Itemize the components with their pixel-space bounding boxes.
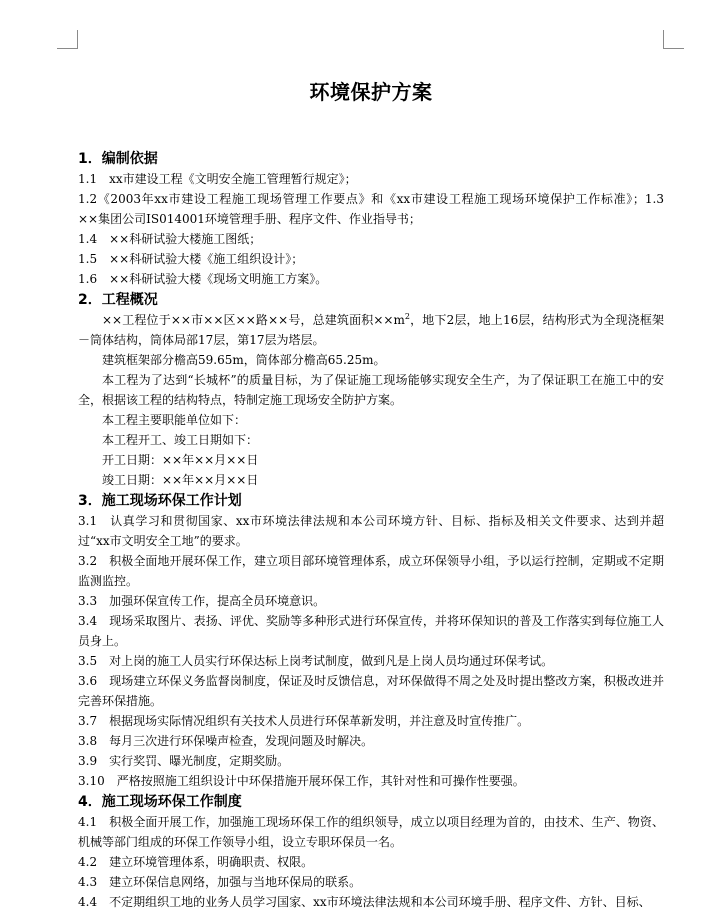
section-1-item: 1.6 ××科研试验大楼《现场文明施工方案》。	[78, 272, 328, 286]
section-4-item: 4.1 积极全面开展工作，加强施工现场环保工作的组织领导，成立以项目经理为首的，由技术、生产、物资、机械等部门组成的环保工作领导小组，设立专职环保员一名。	[78, 815, 664, 849]
section-4-heading: 4．施工现场环保工作制度	[78, 794, 242, 810]
section-3-item: 3.10 严格按照施工组织设计中环保措施开展环保工作，其针对性和可操作性要强。	[78, 774, 525, 788]
area-text: ××工程位于××市××区××路××号，总建筑面积××m	[102, 313, 405, 327]
area-unit-superscript: 2	[404, 312, 410, 321]
crop-mark-top-right	[663, 30, 684, 49]
section-3-item: 3.3 加强环保宣传工作，提高全员环境意识。	[78, 594, 326, 608]
section-1-heading: 1．编制依据	[78, 151, 158, 167]
completion-date: 竣工日期：××年××月××日	[102, 473, 259, 487]
section-3-item: 3.2 积极全面地开展环保工作，建立项目部环境管理体系，成立环保领导小组，予以运行控制，定期或不定期监测监控。	[78, 554, 664, 588]
section-4-item: 4.4 不定期组织工地的业务人员学习国家、xx市环境法律法规和本公司环境手册、程序文件、方针、目标、	[78, 895, 651, 909]
section-2-heading: 2．工程概况	[78, 292, 158, 308]
section-4-item: 4.2 建立环境管理体系，明确职责、权限。	[78, 855, 314, 869]
section-3-item: 3.5 对上岗的施工人员实行环保达标上岗考试制度，做到凡是上岗人员均通过环保考试。	[78, 654, 554, 668]
section-4-item: 4.3 建立环保信息网络，加强与当地环保局的联系。	[78, 875, 362, 889]
section-3-item: 3.7 根据现场实际情况组织有关技术人员进行环保革新发明，并注意及时宣传推广。	[78, 714, 530, 728]
section-3-item: 3.4 现场采取图片、表扬、评优、奖励等多种形式进行环保宣传，并将环保知识的普及工作落实到每位施工人员身上。	[78, 614, 664, 648]
section-2-paragraph: 本工程开工、竣工日期如下：	[102, 433, 259, 447]
document-body	[78, 148, 677, 912]
section-2-paragraph: 本工程主要职能单位如下：	[102, 413, 247, 427]
section-1-item: 1.1 xx市建设工程《文明安全施工管理暂行规定》；	[78, 172, 357, 186]
start-date: 开工日期：××年××月××日	[102, 453, 259, 467]
section-3-item: 3.8 每月三次进行环保噪声检查，发现问题及时解决。	[78, 734, 374, 748]
structure-text: ，地下2层，地上16层，结构形式为全现浇框架－筒体结构，筒体局部17层，第17层为塔层。	[78, 313, 665, 347]
section-3-item: 3.9 实行奖罚、曝光制度，定期奖励。	[78, 754, 290, 768]
section-2-paragraph: 建筑框架部分檐高59.65m，筒体部分檐高65.25m。	[102, 353, 386, 367]
section-3-heading: 3．施工现场环保工作计划	[78, 493, 242, 509]
section-3-item: 3.6 现场建立环保义务监督岗制度，保证及时反馈信息，对环保做得不周之处及时提出整改方案，积极改进并完善环保措施。	[78, 674, 664, 708]
crop-mark-top-left	[57, 30, 78, 49]
document-title: 环境保护方案	[309, 80, 433, 104]
section-1-item: 1.2《2003年xx市建设工程施工现场管理工作要点》和《xx市建设工程施工现场环境保护工作标准》；1.3 ××集团公司IS014001环境管理手册、程序文件、作业指导书；	[78, 192, 677, 226]
section-1-item: 1.4 ××科研试验大楼施工图纸；	[78, 232, 262, 246]
section-2-paragraph: 本工程为了达到“长城杯”的质量目标，为了保证施工现场能够实现安全生产，为了保证职工在施工中的安全，根据该工程的结构特点，特制定施工现场安全防护方案。	[78, 373, 664, 407]
section-1-item: 1.5 ××科研试验大楼《施工组织设计》；	[78, 252, 304, 266]
section-3-item: 3.1 认真学习和贯彻国家、xx市环境法律法规和本公司环境方针、目标、指标及相关文件要求、达到并超过“xx市文明安全工地”的要求。	[78, 514, 664, 548]
section-2-paragraph-location	[78, 310, 664, 350]
